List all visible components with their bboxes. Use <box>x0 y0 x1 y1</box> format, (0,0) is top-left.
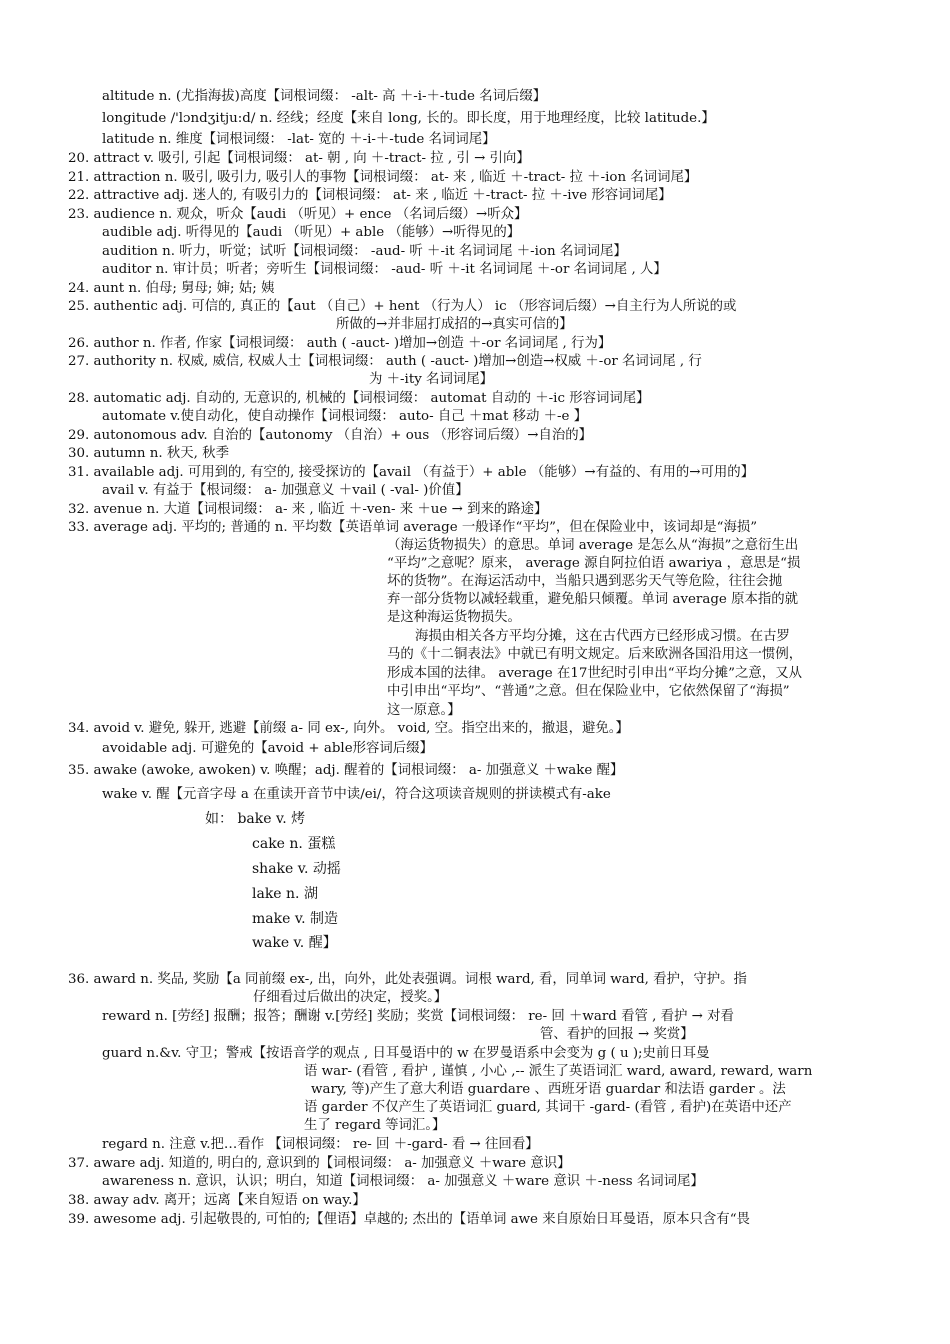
entry-33-average-para2: 形成本国的法律。 average 在17世纪时引申出“平均分摊”之意，又从 <box>387 666 802 681</box>
example-make: make v. 制造 <box>252 911 338 927</box>
entry-32-avenue: 32. avenue n. 大道【词根词缀： a- 来 , 临近 ＋-ven- 来 ＋ue → 到来的路途】 <box>68 502 548 517</box>
example-shake: shake v. 动摇 <box>252 861 341 877</box>
entry-guard: guard n.&v. 守卫；警戒【按语音学的观点 , 日耳曼语中的 w 在罗曼语系中会变为 g ( u );史前日耳曼 <box>102 1046 710 1061</box>
entry-auditor: auditor n. 审计员；听者；旁听生【词根词缀： -aud- 听 ＋-it 名词词尾 ＋-or 名词词尾 , 人】 <box>102 262 667 277</box>
entry-33-average-para2: 这一原意。】 <box>387 703 461 718</box>
entry-audible: audible adj. 听得见的【audi （听见）+ able （能够）→听得见的】 <box>102 225 521 240</box>
entry-audition: audition n. 听力，听觉；试听【词根词缀： -aud- 听 ＋-it 名词词尾 ＋-ion 名词词尾】 <box>102 244 627 259</box>
entry-33-average: 33. average adj. 平均的; 普通的 n. 平均数【英语单词 average 一般译作“平均”，但在保险业中，该词却是“海损” <box>68 520 758 535</box>
entry-wake: wake v. 醒【元音字母 a 在重读开音节中读/ei/，符合这项读音规则的拼读模式有-ake <box>102 787 611 802</box>
example-bake: 如： bake v. 烤 <box>205 811 306 827</box>
entry-altitude: altitude n. (尤指海拔)高度【词根词缀： -alt- 高 ＋-i-＋-tude 名词后缀】 <box>102 89 547 104</box>
entry-21-attraction: 21. attraction n. 吸引, 吸引力, 吸引人的事物【词根词缀： at- 来 , 临近 ＋-tract- 拉 ＋-ion 名词词尾】 <box>68 170 698 185</box>
entry-34-avoid: 34. avoid v. 避免, 躲开, 逃避【前缀 a- 同 ex-, 向外。 void, 空。指空出来的，撤退，避免。】 <box>68 721 629 736</box>
entry-reward: reward n. [劳经] 报酬；报答；酬谢 v.[劳经] 奖励；奖赏【词根词缀： re- 回 ＋ward 看管 , 看护 → 对看 <box>102 1009 734 1024</box>
entry-33-average-para2: 海损由相关各方平均分摊，这在古代西方已经形成习惯。在古罗 <box>415 629 790 644</box>
entry-latitude: latitude n. 维度【词根词缀： -lat- 宽的 ＋-i-＋-tude 名词词尾】 <box>102 132 496 147</box>
entry-36-award-cont: 仔细看过后做出的决定，授奖。】 <box>253 990 448 1005</box>
entry-33-average-cont: 坏的货物”。在海运活动中，当船只遇到恶劣天气等危险，往往会抛 <box>387 574 783 589</box>
entry-25-authentic: 25. authentic adj. 可信的, 真正的【aut （自己）+ hent （行为人） ic （形容词后缀）→自主行为人所说的或 <box>68 299 737 314</box>
example-cake: cake n. 蛋糕 <box>252 836 336 852</box>
entry-33-average-para2: 中引申出“平均”、“普通”之意。但在保险业中，它依然保留了“海损” <box>387 684 790 699</box>
entry-39-awesome: 39. awesome adj. 引起敬畏的, 可怕的;【俚语】卓越的; 杰出的【语单词 awe 来自原始日耳曼语，原本只含有“畏 <box>68 1212 750 1227</box>
entry-30-autumn: 30. autumn n. 秋天, 秋季 <box>68 446 229 461</box>
example-lake: lake n. 湖 <box>252 886 318 902</box>
entry-22-attractive: 22. attractive adj. 迷人的, 有吸引力的【词根词缀： at- 来 , 临近 ＋-tract- 拉 ＋-ive 形容词词尾】 <box>68 188 672 203</box>
entry-28-automatic: 28. automatic adj. 自动的, 无意识的, 机械的【词根词缀： automat 自动的 ＋-ic 形容词词尾】 <box>68 391 650 406</box>
entry-35-awake: 35. awake (awoke, awoken) v. 唤醒；adj. 醒着的【词根词缀： a- 加强意义 ＋wake 醒】 <box>68 763 624 778</box>
entry-27-authority: 27. authority n. 权威, 威信, 权威人士【词根词缀： auth ( -auct- )增加→创造→权威 ＋-or 名词词尾 , 行 <box>68 354 702 369</box>
entry-37-aware: 37. aware adj. 知道的, 明白的, 意识到的【词根词缀： a- 加强意义 ＋ware 意识】 <box>68 1156 571 1171</box>
entry-33-average-cont: 是这种海运货物损失。 <box>387 610 521 625</box>
entry-36-award: 36. award n. 奖品, 奖励【a 同前缀 ex-, 出，向外，此处表强调。词根 ward, 看，同单词 ward, 看护，守护。指 <box>68 972 747 987</box>
entry-avoidable: avoidable adj. 可避免的【avoid + able形容词后缀】 <box>102 741 433 756</box>
entry-automate: automate v.使自动化，使自动操作【词根词缀： auto- 自己 ＋mat 移动 ＋-e 】 <box>102 409 588 424</box>
entry-31-available: 31. available adj. 可用到的, 有空的, 接受探访的【avail （有益于）+ able （能够）→有益的、有用的→可用的】 <box>68 465 755 480</box>
entry-33-average-cont: “平均”之意呢？原来， average 源自阿拉伯语 awariya ，意思是“损 <box>387 556 801 571</box>
entry-guard-cont: 生了 regard 等词汇。】 <box>304 1118 446 1133</box>
entry-avail: avail v. 有益于【根词缀： a- 加强意义 ＋vail ( -val- )价值】 <box>102 483 469 498</box>
entry-29-autonomous: 29. autonomous adv. 自治的【autonomy （自治）+ ous （形容词后缀）→自治的】 <box>68 428 593 443</box>
entry-guard-cont: wary, 等)产生了意大利语 guardare 、西班牙语 guardar 和法语 garder 。法 <box>311 1082 786 1097</box>
entry-23-audience: 23. audience n. 观众，听众【audi （听见）+ ence （名词后缀）→听众】 <box>68 207 528 222</box>
example-wake: wake v. 醒】 <box>252 935 337 951</box>
entry-26-author: 26. author n. 作者, 作家【词根词缀： auth ( -auct- )增加→创造 ＋-or 名词词尾 , 行为】 <box>68 336 612 351</box>
entry-guard-cont: 语 garder 不仅产生了英语词汇 guard, 其词干 -gard- (看管 , 看护)在英语中还产 <box>304 1100 792 1115</box>
entry-regard: regard n. 注意 v.把…看作 【词根词缀： re- 回 ＋-gard- 看 → 往回看】 <box>102 1137 539 1152</box>
entry-33-average-para2: 马的《十二铜表法》中就已有明文规定。后来欧洲各国沿用这一惯例， <box>387 647 803 662</box>
entry-reward-cont: 管、看护的回报 → 奖赏】 <box>540 1027 694 1042</box>
entry-longitude: longitude /'lɔndʒitju:d/ n. 经线；经度【来自 long, 长的。即长度，用于地理经度，比较 latitude.】 <box>102 111 715 126</box>
entry-guard-cont: 语 war- (看管 , 看护 , 谨慎 , 小心 ,-- 派生了英语词汇 ward, award, reward, warn <box>304 1064 813 1079</box>
entry-33-average-cont: （海运货物损失）的意思。单词 average 是怎么从“海损”之意衍生出 <box>387 538 799 553</box>
entry-27-authority-cont: 为 ＋-ity 名词词尾】 <box>369 372 494 387</box>
entry-awareness: awareness n. 意识，认识；明白，知道【词根词缀： a- 加强意义 ＋ware 意识 ＋-ness 名词词尾】 <box>102 1174 704 1189</box>
entry-20-attract: 20. attract v. 吸引, 引起【词根词缀： at- 朝 , 向 ＋-tract- 拉 , 引 → 引向】 <box>68 151 530 166</box>
entry-25-authentic-cont: 所做的→并非屈打成招的→真实可信的】 <box>336 317 573 332</box>
entry-24-aunt: 24. aunt n. 伯母; 舅母; 婶; 姑; 姨 <box>68 281 275 296</box>
entry-38-away: 38. away adv. 离开；远离【来自短语 on way.】 <box>68 1193 366 1208</box>
entry-33-average-cont: 弃一部分货物以减轻载重，避免船只倾覆。单词 average 原本指的就 <box>387 592 799 607</box>
